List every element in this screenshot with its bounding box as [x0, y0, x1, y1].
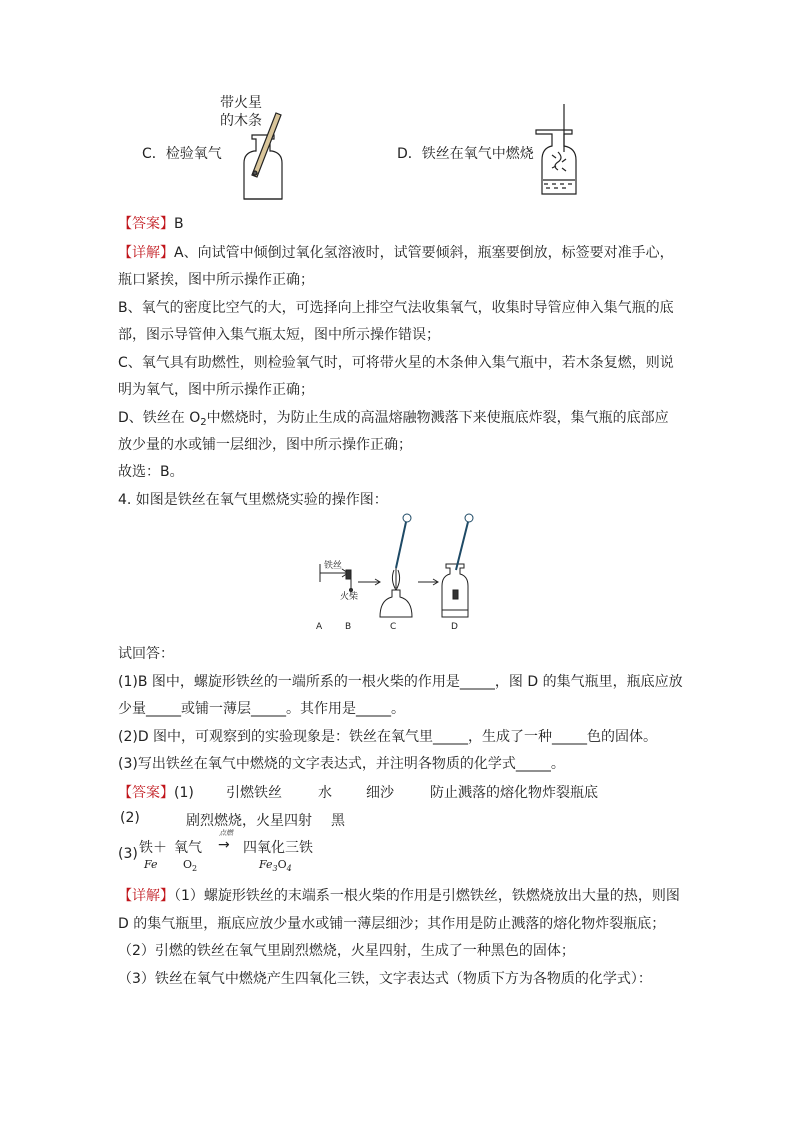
- answer-2-num: (2): [120, 810, 140, 826]
- answer-1-num: (1): [174, 785, 194, 801]
- q4-part1-line2: 少量_____或铺一薄层_____。其作用是_____。: [118, 701, 405, 717]
- formula-o: O: [183, 858, 193, 871]
- stick-label-line1: 带火星: [220, 95, 262, 111]
- detail-tag: 【详解】: [118, 245, 174, 261]
- q3-detail-a2: 瓶口紧挨，图中所示操作正确；: [118, 272, 314, 288]
- eq-condition: 点燃: [219, 829, 233, 837]
- eq-formula-o2: [183, 858, 197, 873]
- formula-sub-4: 4: [286, 864, 292, 873]
- eq-formula-fe: Fe: [144, 858, 158, 871]
- q4-detail-3: （3）铁丝在氧气中燃烧产生四氧化三铁，文字表达式（物质下方为各物质的化学式）：: [118, 971, 652, 987]
- option-c-label: C．检验氧气: [142, 146, 222, 162]
- eq-iron: 铁＋: [139, 840, 167, 856]
- eq-product: 四氧化三铁: [243, 840, 313, 856]
- q3-detail-d1: [118, 408, 669, 433]
- q4-detail-1b: D 的集气瓶里，瓶底应放少量水或铺一薄层细沙；其作用是防止溅落的熔化物炸裂瓶底；: [118, 916, 666, 932]
- gas-bottle-c-figure: [230, 105, 300, 205]
- fig-label-b: B: [345, 622, 352, 632]
- q4-stem: 4. 如图是铁丝在氧气里燃烧实验的操作图：: [118, 492, 388, 508]
- eq-formula-fe3o4: [259, 858, 292, 873]
- q3-detail-c2: 明为氧气，图中所示操作正确；: [118, 382, 314, 398]
- fig-label-d: D: [451, 622, 458, 632]
- answer-tag: 【答案】: [118, 785, 174, 801]
- answer-tag: 【答案】: [118, 216, 174, 232]
- answer-1-value-4: 防止溅落的熔化物炸裂瓶底: [430, 785, 598, 801]
- answer-1-value-1: 引燃铁丝: [226, 785, 282, 801]
- q3-detail-b1: B、氧气的密度比空气的大，可选择向上排空气法收集氧气，收集时导管应伸入集气瓶的底: [118, 300, 674, 316]
- stick-label-line2: 的木条: [220, 113, 262, 129]
- q4-part1-line1: (1)B 图中，螺旋形铁丝的一端所系的一根火柴的作用是_____，图 D 的集气瓶里，瓶底应放: [118, 674, 683, 690]
- q3-detail-b2: 部，图示导管伸入集气瓶太短，图中所示操作错误；: [118, 327, 440, 343]
- formula-fe: Fe: [259, 858, 273, 871]
- fig-label-a: A: [316, 622, 323, 632]
- q4-answer-tag: [118, 782, 194, 802]
- detail-text: A、向试管中倾倒过氧化氢溶液时，试管要倾斜，瓶塞要倒放，标签要对准手心，: [174, 245, 674, 261]
- q4-part3: (3)写出铁丝在氧气中燃烧的文字表达式，并注明各物质的化学式_____。: [118, 756, 565, 772]
- q3-answer: [118, 214, 184, 234]
- answer-2-value-1: 剧烈燃烧，火星四射: [186, 813, 312, 829]
- answer-1-value-2: 水: [318, 785, 332, 801]
- q4-experiment-figure: [308, 512, 488, 637]
- q3-detail-c1: C、氧气具有助燃性，则检验氧气时，可将带火星的木条伸入集气瓶中，若木条复燃，则说: [118, 355, 674, 371]
- answer-value: B: [174, 216, 184, 232]
- q3-detail-a1: [118, 243, 674, 263]
- formula-o: O: [277, 858, 287, 871]
- detail-d1-pre: D、铁丝在 O: [118, 410, 201, 426]
- detail-tag: 【详解】: [118, 888, 174, 904]
- answer-3-num: (3): [118, 846, 138, 862]
- fig-match-label: 火柴: [340, 592, 359, 602]
- q4-detail-2: （2）引燃的铁丝在氧气里剧烈燃烧，火星四射，生成了一种黑色的固体；: [118, 943, 575, 959]
- q4-try: 试回答：: [118, 646, 174, 662]
- q3-choice: 故选：B。: [118, 464, 184, 480]
- formula-o-sub: 2: [192, 864, 198, 873]
- detail-text: （1）螺旋形铁丝的末端系一根火柴的作用是引燃铁丝，铁燃烧放出大量的热，则图: [174, 888, 680, 904]
- gas-bottle-d-figure: [528, 100, 588, 200]
- formula-sub-3: 3: [272, 864, 278, 873]
- q4-part2: (2)D 图中，可观察到的实验现象是：铁丝在氧气里_____，生成了一种_____色的固体。: [118, 729, 658, 745]
- option-d-label: D．铁丝在氧气中燃烧: [397, 146, 534, 162]
- detail-d1-sub: 2: [200, 417, 207, 428]
- eq-oxygen: 氧气: [174, 840, 202, 856]
- q3-detail-d2: 放少量的水或铺一层细沙，图中所示操作正确；: [118, 437, 412, 453]
- eq-arrow-icon: →: [218, 837, 230, 853]
- answer-2-value-2: 黑: [331, 813, 345, 829]
- q4-detail-1a: [118, 886, 680, 906]
- fig-label-c: C: [390, 622, 397, 632]
- detail-d1-post: 中燃烧时，为防止生成的高温熔融物溅落下来使瓶底炸裂，集气瓶的底部应: [206, 410, 669, 426]
- answer-1-value-3: 细沙: [366, 785, 394, 801]
- fig-iron-label: 铁丝: [324, 561, 343, 571]
